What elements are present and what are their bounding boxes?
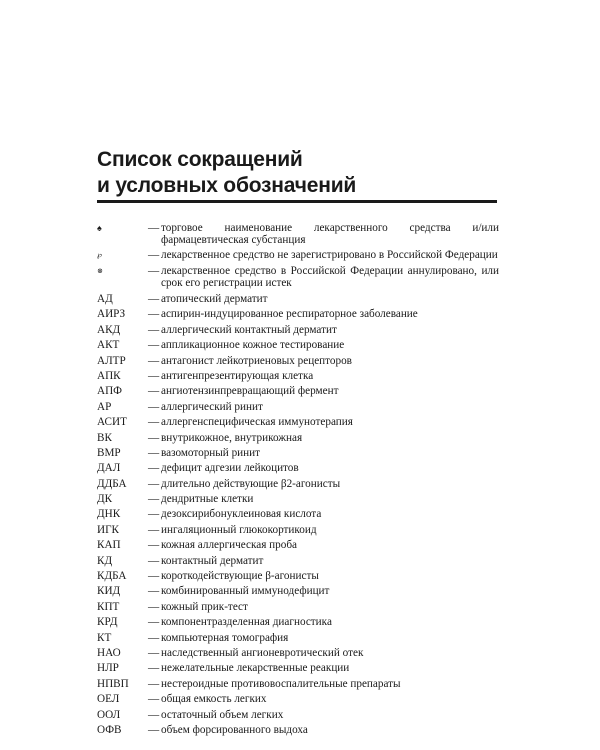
abbreviation-entry [97, 400, 499, 415]
abbreviation-entries [97, 292, 499, 738]
abbreviation-definition: аппликационное кожное тестирование [161, 339, 345, 352]
entry-dash: — [148, 323, 160, 336]
entry-dash: — [148, 708, 160, 721]
entry-dash: — [148, 385, 160, 398]
abbreviation-entry [97, 354, 499, 369]
title-underline [97, 200, 497, 203]
abbreviation-entry [97, 646, 499, 661]
abbreviation-term: АСИТ [97, 416, 127, 429]
abbreviation-entry [97, 554, 499, 569]
entry-definition: лекарственное средство не зарегистрировано в Российской Федерации [161, 249, 498, 262]
abbreviation-definition: аллергический контактный дерматит [161, 323, 337, 336]
entry-dash: — [148, 616, 160, 629]
abbreviation-entry [97, 338, 499, 353]
abbreviation-entry [97, 507, 499, 522]
abbreviation-definition: объем форсированного выдоха [161, 723, 308, 736]
abbreviation-list [97, 222, 499, 738]
abbreviation-definition: атопический дерматит [161, 293, 268, 306]
abbreviation-entry [97, 446, 499, 461]
unregistered-symbol-icon: ℘ [97, 251, 102, 260]
spade-symbol-icon: ♠ [97, 223, 102, 233]
abbreviation-term: КД [97, 554, 113, 567]
entry-dash: — [148, 446, 160, 459]
page-title-line-1: Список сокращений [97, 148, 303, 171]
abbreviation-definition: контактный дерматит [161, 554, 264, 567]
entry-dash: — [148, 554, 160, 567]
abbreviation-definition: компонентразделенная диагностика [161, 616, 332, 629]
abbreviation-term: ДАЛ [97, 462, 121, 475]
entry-dash: — [148, 308, 160, 321]
abbreviation-definition: аллергический ринит [161, 400, 263, 413]
abbreviation-entry [97, 692, 499, 707]
entry-dash: — [148, 539, 160, 552]
abbreviation-entry [97, 369, 499, 384]
abbreviation-definition: общая емкость легких [161, 693, 267, 706]
abbreviation-entry [97, 523, 499, 538]
abbreviation-term: НЛР [97, 662, 119, 675]
abbreviation-definition: вазомоторный ринит [161, 446, 261, 459]
entry-dash: — [148, 508, 160, 521]
abbreviation-term: КИД [97, 585, 121, 598]
entry-dash: — [148, 662, 160, 675]
abbreviation-term: КАП [97, 539, 121, 552]
abbreviation-term: АР [97, 400, 112, 413]
abbreviation-term: ДНК [97, 508, 121, 521]
abbreviation-entry [97, 631, 499, 646]
abbreviation-definition: дефицит адгезии лейкоцитов [161, 462, 299, 475]
abbreviation-definition: кожный прик-тест [161, 600, 248, 613]
entry-dash: — [148, 477, 160, 490]
abbreviation-term: АД [97, 293, 113, 306]
abbreviation-term: ВМР [97, 446, 121, 459]
abbreviation-term: АПК [97, 369, 121, 382]
abbreviation-entry [97, 384, 499, 399]
abbreviation-definition: нестероидные противовоспалительные препараты [161, 677, 401, 690]
abbreviation-term: НПВП [97, 677, 129, 690]
abbreviation-term: ОФВ [97, 723, 122, 736]
abbreviation-entry [97, 723, 499, 738]
page-title [97, 147, 356, 199]
entry-dash: — [148, 264, 160, 277]
abbreviation-definition: ингаляционный глюкокортикоид [161, 523, 317, 536]
abbreviation-definition: антигенпрезентирующая клетка [161, 369, 314, 382]
abbreviation-entry [97, 431, 499, 446]
abbreviation-definition: длительно действующие β2-агонисты [161, 477, 341, 490]
entry-definition: лекарственное средство в Российской Федерации аннулировано, или срок его регистрации истек [161, 264, 499, 289]
abbreviation-entry [97, 569, 499, 584]
abbreviation-entry [97, 292, 499, 307]
abbreviation-definition: дезоксирибонуклеиновая кислота [161, 508, 322, 521]
abbreviation-term: АИРЗ [97, 308, 126, 321]
abbreviation-term: ДК [97, 493, 113, 506]
abbreviation-entry [97, 615, 499, 630]
abbreviation-entry [97, 600, 499, 615]
abbreviation-term: НАО [97, 647, 121, 659]
abbreviation-term: АПФ [97, 385, 122, 398]
entry-dash: — [148, 693, 160, 706]
abbreviation-term: КТ [97, 631, 112, 644]
abbreviation-term: ООЛ [97, 708, 121, 721]
symbol-entry [97, 222, 499, 246]
abbreviation-definition: нежелательные лекарственные реакции [161, 662, 350, 675]
abbreviation-term: КРД [97, 616, 118, 629]
abbreviation-entry [97, 415, 499, 430]
entry-dash: — [148, 293, 160, 306]
abbreviation-entry [97, 677, 499, 692]
abbreviation-entry [97, 477, 499, 492]
entry-definition: торговое наименование лекарственного средства и/или фармацевтическая субстанция [161, 222, 499, 247]
abbreviation-definition: внутрикожное, внутрикожная [161, 431, 303, 444]
abbreviation-entry [97, 492, 499, 507]
entry-dash: — [148, 523, 160, 536]
entry-dash: — [148, 416, 160, 429]
entry-dash: — [148, 570, 160, 583]
abbreviation-term: КПТ [97, 600, 120, 613]
abbreviation-term: ВК [97, 431, 112, 444]
abbreviation-term: АКТ [97, 339, 120, 352]
entry-dash: — [148, 431, 160, 444]
abbreviation-definition: наследственный ангионевротический отек [161, 647, 364, 659]
entry-dash: — [148, 369, 160, 382]
entry-dash: — [148, 677, 160, 690]
abbreviation-definition: остаточный объем легких [161, 708, 284, 721]
entry-dash: — [148, 249, 160, 262]
abbreviation-term: ОЕЛ [97, 693, 120, 706]
symbol-entry [97, 265, 499, 289]
entry-dash: — [148, 647, 160, 659]
abbreviation-definition: комбинированный иммунодефицит [161, 585, 330, 598]
entry-dash: — [148, 600, 160, 613]
abbreviation-term: АЛТР [97, 354, 126, 367]
abbreviation-entry [97, 461, 499, 476]
symbol-entry [97, 249, 499, 261]
abbreviation-definition: аспирин-индуцированное респираторное заболевание [161, 308, 418, 321]
abbreviation-definition: короткодействующие β-агонисты [161, 570, 319, 583]
abbreviation-entry [97, 661, 499, 676]
abbreviation-definition: компьютерная томография [161, 631, 289, 644]
entry-dash: — [148, 585, 160, 598]
entry-dash: — [148, 462, 160, 475]
abbreviation-definition: ангиотензинпревращающий фермент [161, 385, 339, 398]
abbreviation-definition: антагонист лейкотриеновых рецепторов [161, 354, 352, 367]
entry-dash: — [148, 723, 160, 736]
abbreviation-definition: аллергенспецифическая иммунотерапия [161, 416, 353, 429]
abbreviation-definition: кожная аллергическая проба [161, 539, 298, 552]
entry-dash: — [148, 493, 160, 506]
page-title-line-2: и условных обозначений [97, 174, 357, 197]
entry-dash: — [148, 400, 160, 413]
abbreviation-term: КДБА [97, 570, 127, 583]
entry-dash: — [148, 354, 160, 367]
entry-dash: — [148, 339, 160, 352]
abbreviation-term: АКД [97, 323, 121, 336]
abbreviation-entry [97, 538, 499, 553]
entry-dash: — [148, 631, 160, 644]
abbreviation-entry [97, 307, 499, 322]
abbreviation-term: ИГК [97, 523, 120, 536]
cancelled-symbol-icon: ⊗ [97, 266, 103, 275]
entry-dash: — [148, 222, 160, 234]
abbreviation-term: ДДБА [97, 477, 127, 490]
abbreviation-entry [97, 584, 499, 599]
abbreviation-entry [97, 708, 499, 723]
abbreviation-definition: дендритные клетки [161, 493, 254, 506]
abbreviation-entry [97, 323, 499, 338]
